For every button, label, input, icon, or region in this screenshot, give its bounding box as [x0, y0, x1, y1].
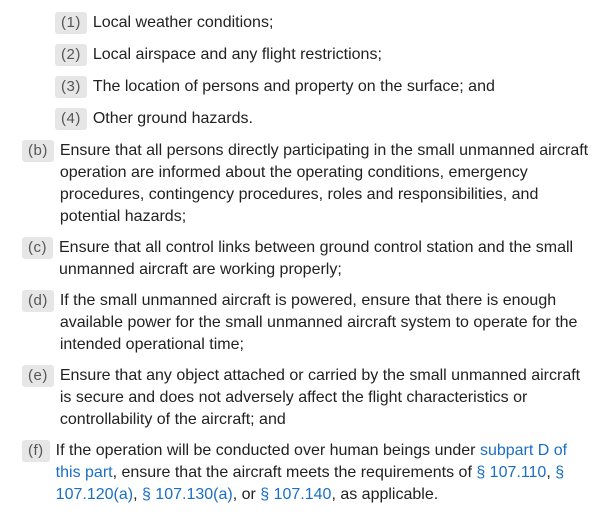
paragraph-marker: (1): [55, 12, 87, 34]
paragraph-text: [56, 440, 592, 506]
paragraph-text: The location of persons and property on the surface; and: [92, 78, 495, 95]
paragraph-c: [22, 237, 592, 281]
paragraph-text: Ensure that all control links between ground control station and the small unmanned aircraft are working properly;: [59, 239, 574, 278]
paragraph-3: [55, 76, 595, 98]
section-107-140-link[interactable]: § 107.140: [260, 486, 332, 503]
paragraph-text-segment: , ensure that the aircraft meets the requirements of: [112, 464, 477, 481]
paragraph-marker: (b): [22, 140, 54, 162]
paragraph-marker: (e): [22, 365, 54, 387]
section-107-110-link[interactable]: § 107.110: [476, 464, 547, 481]
paragraph-text-segment: If the operation will be conducted over human beings under: [55, 442, 480, 459]
separator-text: ,: [133, 486, 142, 503]
subpart-d-link[interactable]: subpart D of this part: [55, 442, 568, 481]
paragraph-e: [22, 365, 592, 431]
paragraph-marker: (2): [55, 44, 87, 66]
section-107-120a-link[interactable]: § 107.120(a): [55, 464, 565, 503]
separator-text: , or: [232, 486, 261, 503]
paragraph-marker: (3): [55, 76, 87, 98]
paragraph-marker: (f): [22, 440, 50, 462]
paragraph-text: Local weather conditions;: [92, 14, 274, 31]
separator-text: ,: [546, 464, 556, 481]
paragraph-text-segment: , as applicable.: [331, 486, 439, 503]
paragraph-d: [22, 290, 592, 356]
paragraph-text: Local airspace and any flight restrictions;: [92, 46, 382, 63]
paragraph-text: Ensure that any object attached or carried by the small unmanned aircraft is secure and does not adversely affect the flight characteristics or controllability of the aircraft; and: [59, 367, 581, 428]
paragraph-f: [22, 440, 592, 506]
paragraph-4: [55, 108, 595, 130]
paragraph-marker: (c): [22, 237, 53, 259]
paragraph-text: If the small unmanned aircraft is powered, ensure that there is enough available power for the small unmanned aircraft system to operate for the intended operational time;: [59, 292, 578, 353]
paragraph-text: Ensure that all persons directly participating in the small unmanned aircraft operation are informed about the operating conditions, emergency procedures, contingency procedures, roles and responsibilities, and potential hazards;: [59, 142, 589, 225]
paragraph-text: Other ground hazards.: [92, 110, 253, 127]
paragraph-2: [55, 44, 595, 66]
paragraph-marker: (4): [55, 108, 87, 130]
paragraph-1: [55, 12, 595, 34]
paragraph-b: [22, 140, 592, 228]
paragraph-marker: (d): [22, 290, 54, 312]
section-107-130a-link[interactable]: § 107.130(a): [141, 486, 233, 503]
